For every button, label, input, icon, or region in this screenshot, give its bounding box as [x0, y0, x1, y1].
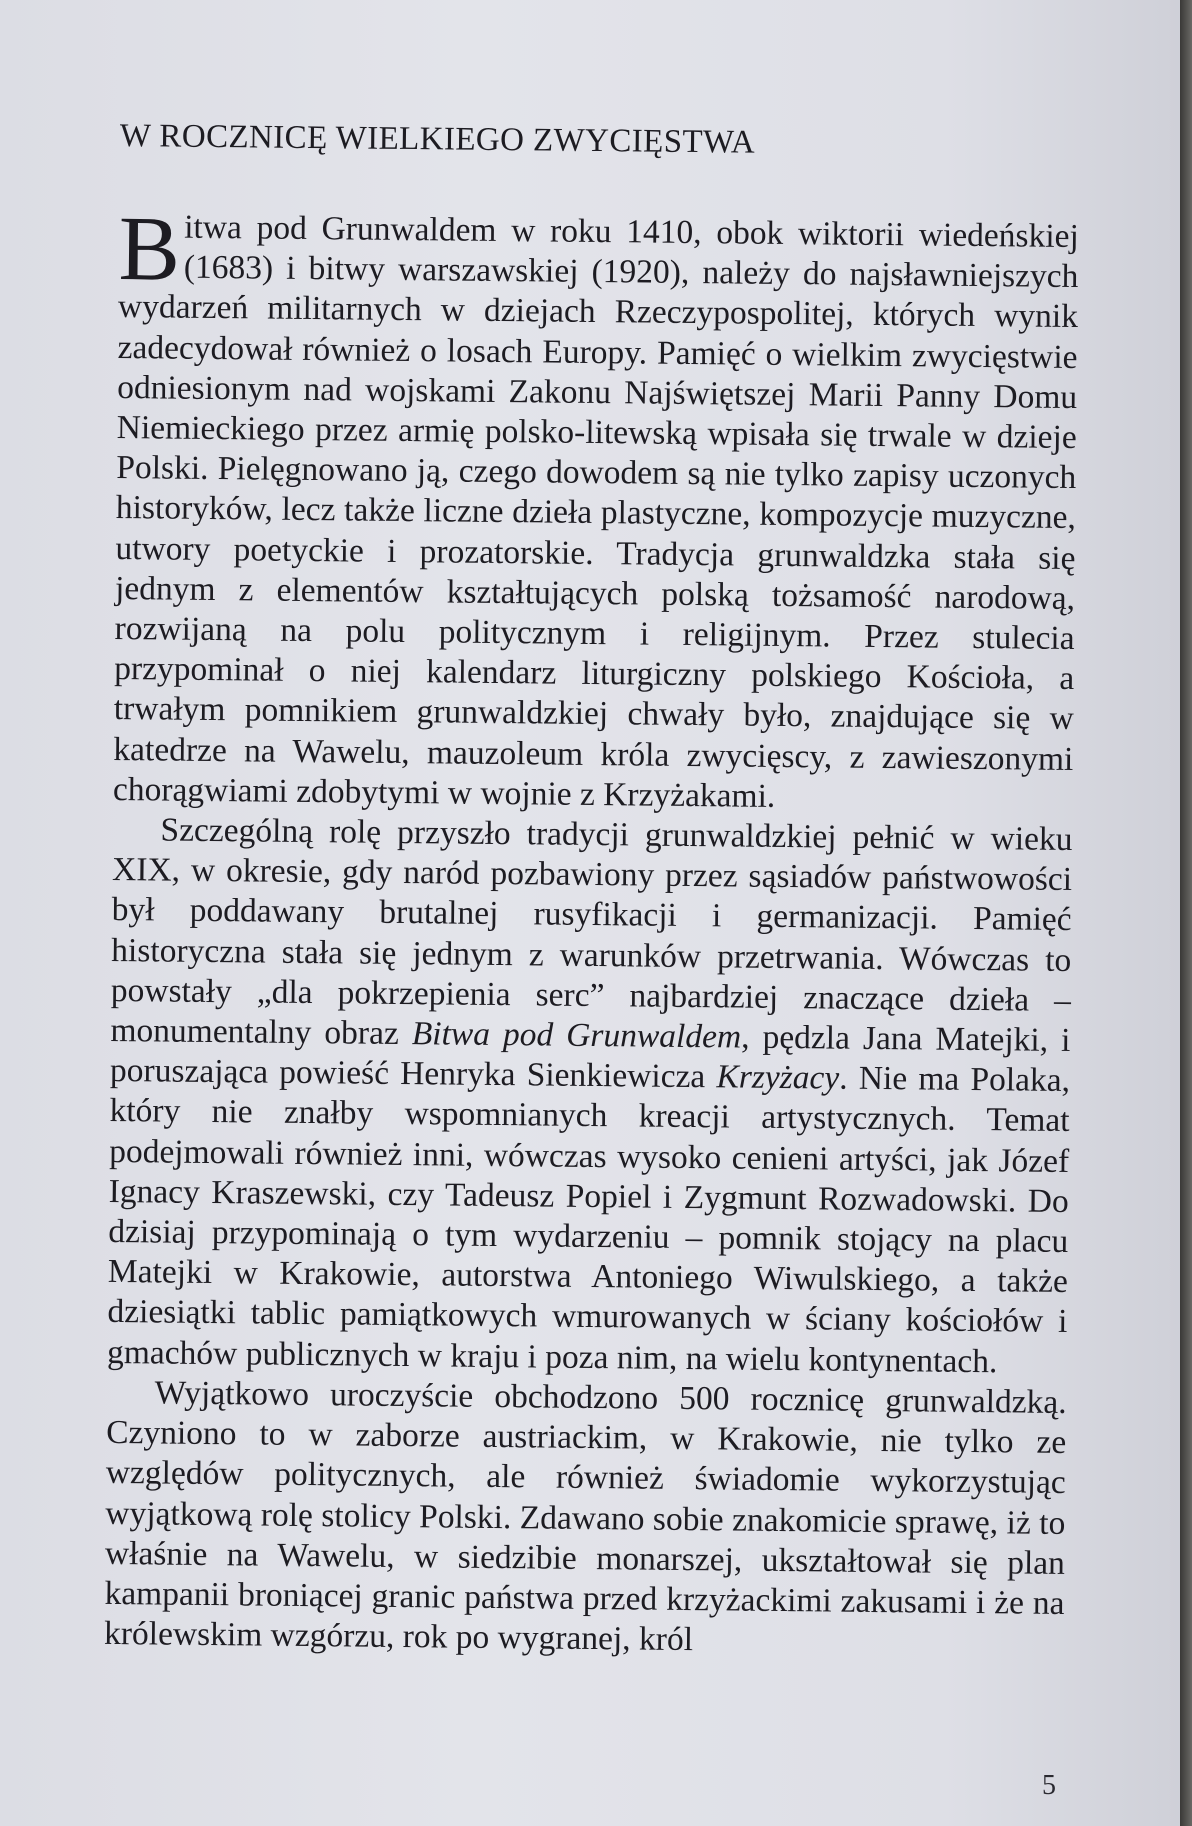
novel-title: Krzyżacy	[716, 1058, 840, 1097]
drop-cap: B	[118, 196, 181, 300]
page-content	[104, 118, 1080, 1664]
paragraph-2-text-a: Szczególną rolę przyszło tradycji grunwaldzkiej pełnić w wieku XIX, w okresie, gdy naród pozbawiony przez sąsiadów państwowości był poddawany brutalnej rusyfikacji i germanizacji. Pamięć historyczna stała się jednym z warunków przetrwania. Wówczas to powstały „dla pokrzepienia serc” najbardziej znaczące dzieła – monumentalny obraz	[110, 811, 1073, 1053]
paragraph-1-text: itwa pod Grunwaldem w roku 1410, obok wiktorii wiedeńskiej (1683) i bitwy warszawskiej (1920), należy do najsławniejszych wydarzeń militarnych w dziejach Rzeczypospolitej, których wynik zadecydował również o losach Europy. Pamięć o wielkim zwycięstwie odniesionym nad wojskami Zakonu Najświętszej Marii Panny Domu Niemieckiego przez armię polsko-litewską wpisała się trwale w dzieje Polski. Pielęgnowano ją, czego dowodem są nie tylko zapisy uczonych historyków, lecz także liczne dzieła plastyczne, kompozycje muzyczne, utwory poetyckie i prozatorskie. Tradycja grunwaldzka stała się jednym z elementów kształtujących polską tożsamość narodową, rozwijaną na polu politycznym i religijnym. Przez stulecia przypominał o niej kalendarz liturgiczny polskiego Kościoła, a trwałym pomnikiem grunwaldzkiej chwały było, znajdujące się w katedrze na Wawelu, mauzoleum króla zwycięscy, z zawieszonymi chorągwiami zdobytymi w wojnie z Krzyżakami.	[112, 208, 1080, 815]
painting-title: Bitwa pod Grunwaldem	[411, 1015, 742, 1056]
paragraph-2	[107, 810, 1073, 1383]
paragraph-3: Wyjątkowo uroczyście obchodzono 500 rocznicę grunwaldzką. Czyniono to w zaborze austriackim, w Krakowie, nie tylko ze względów politycznych, ale również świadomie wykorzystując wyjątkową rolę stolicy Polski. Zdawano sobie znakomicie sprawę, iż to właśnie na Wawelu, w siedzibie monarszej, ukształtował się plan kampanii broniącej granic państwa przed krzyżackimi zakusami i że na królewskim wzgórzu, rok po wygranej, król	[103, 1374, 1067, 1659]
chapter-title: W ROCZNICĘ WIELKIEGO ZWYCIĘSTWA	[119, 118, 756, 161]
paragraph-1	[112, 196, 1080, 820]
book-gutter	[1180, 0, 1192, 1826]
page-number: 5	[1042, 1770, 1056, 1801]
paragraph-2-text-c: . Nie ma Polaka, który nie znałby wspomnianych kreacji artystycznych. Temat podejmowali również inni, wówczas wysoko cenieni artyści, jak Józef Ignacy Kraszewski, czy Tadeusz Popiel i Zygmunt Rozwadowski. Do dzisiaj przypominają o tym wydarzeniu – pomnik stojący na placu Matejki w Krakowie, autorstwa Antoniego Wiwulskiego, a także dziesiątki tablic pamiątkowych wmurowanych w ściany kościołów i gmachów publicznych w kraju i poza nim, na wielu kontynentach.	[106, 1059, 1071, 1380]
paragraph-2-text-b: , pędzla Jana Matejki, i poruszająca powieść Henryka Sienkiewicza	[109, 1018, 1071, 1096]
